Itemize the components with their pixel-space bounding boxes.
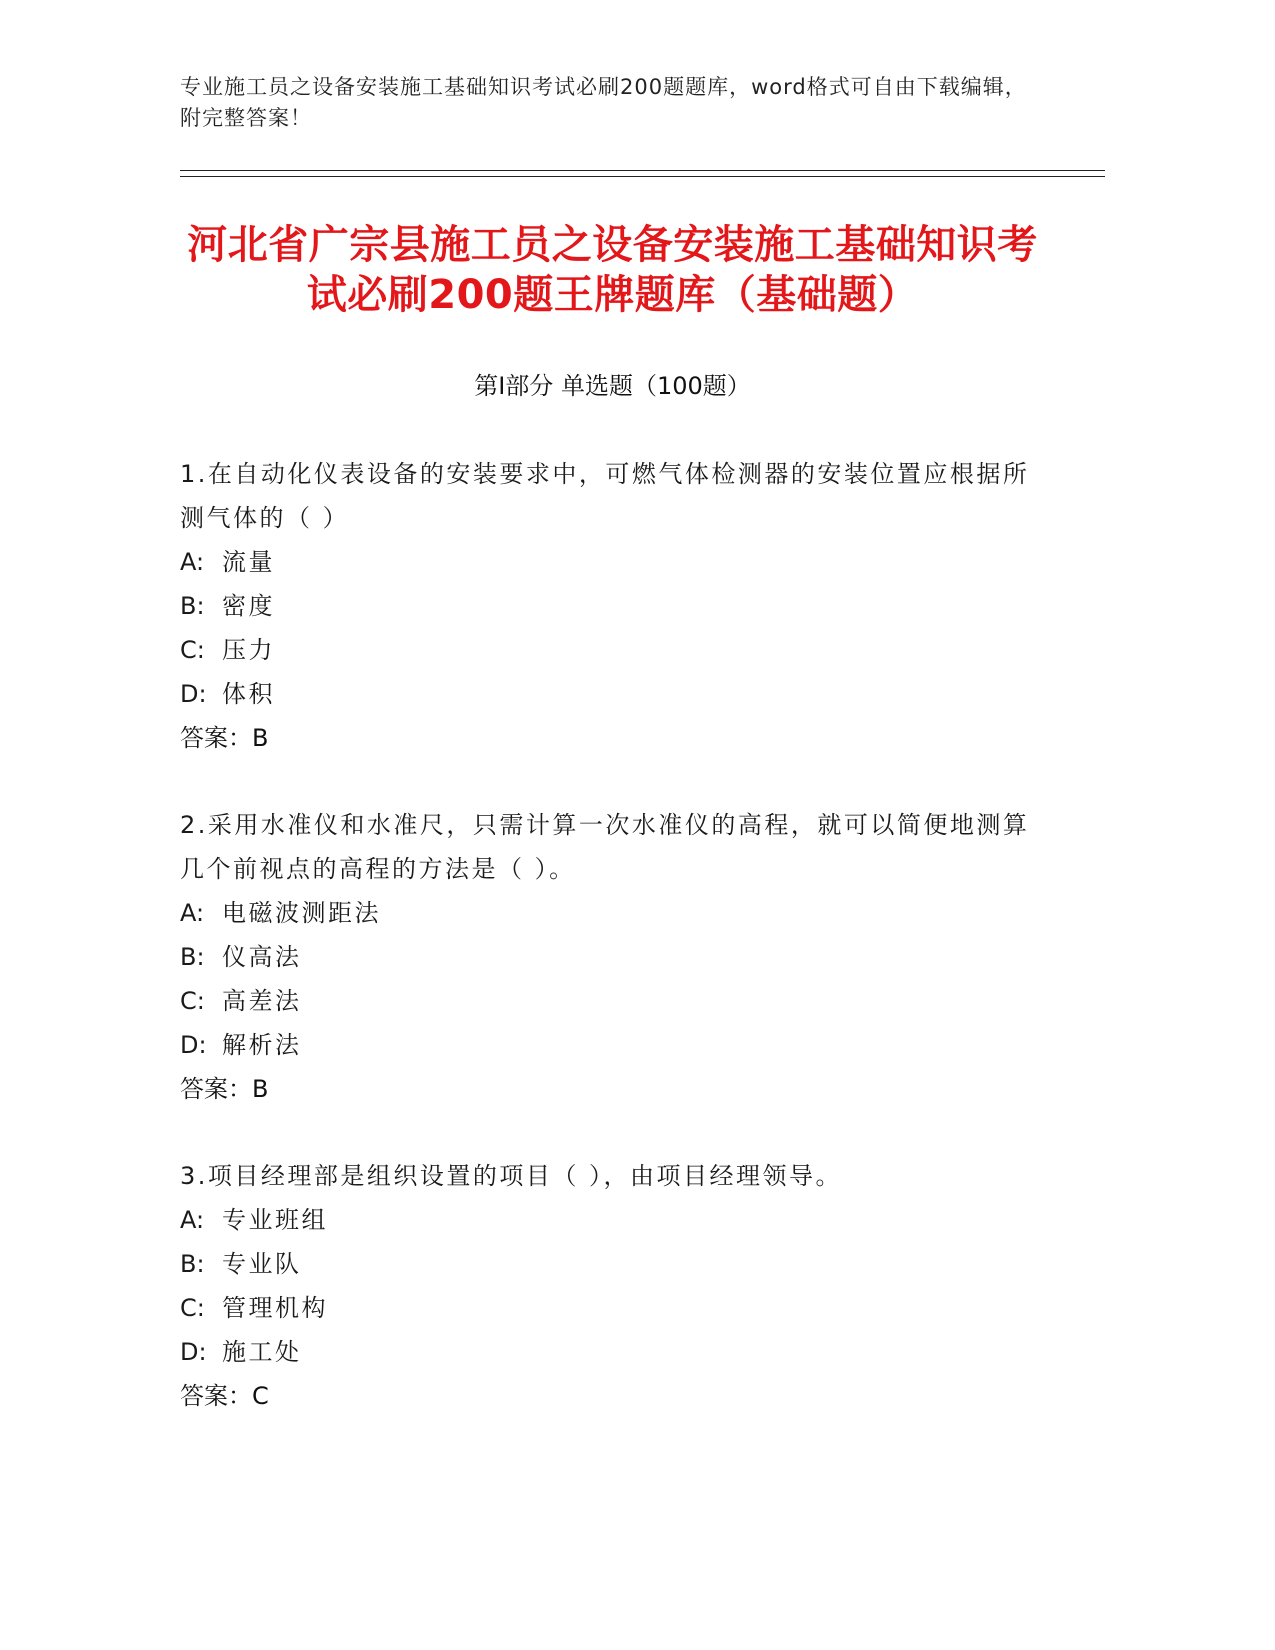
answer-line: 答案：B — [180, 724, 269, 752]
option-text: 管理机构 — [222, 1294, 328, 1322]
option-text: 解析法 — [222, 1031, 302, 1059]
option-text: 专业队 — [222, 1250, 302, 1278]
option-text: 高差法 — [222, 987, 302, 1015]
option-key: C: — [180, 1294, 205, 1322]
option-c — [180, 979, 1040, 1023]
question-3 — [180, 1154, 1040, 1418]
option-text: 电磁波测距法 — [222, 899, 381, 927]
option-b — [180, 1242, 1040, 1286]
option-b — [180, 584, 1040, 628]
option-d — [180, 1023, 1040, 1067]
answer-line: 答案：C — [180, 1382, 269, 1410]
option-text: 专业班组 — [222, 1206, 328, 1234]
option-text: 密度 — [222, 592, 275, 620]
option-text: 流量 — [222, 548, 275, 576]
option-text: 压力 — [222, 636, 275, 664]
option-text: 体积 — [222, 680, 275, 708]
option-key: A: — [180, 1206, 205, 1234]
question-list — [180, 452, 1040, 1461]
option-key: D: — [180, 680, 207, 708]
document-title: 河北省广宗县施工员之设备安装施工基础知识考试必刷200题王牌题库（基础题） — [187, 222, 1038, 318]
option-key: C: — [180, 636, 205, 664]
question-stem: 3.项目经理部是组织设置的项目（ ），由项目经理领导。 — [180, 1162, 843, 1190]
option-c — [180, 628, 1040, 672]
header-note: 专业施工员之设备安装施工基础知识考试必刷200题题库，word格式可自由下载编辑，附完整答案！ — [180, 75, 1027, 130]
option-d — [180, 672, 1040, 716]
option-key: D: — [180, 1338, 207, 1366]
question-1 — [180, 452, 1040, 760]
option-key: B: — [180, 592, 205, 620]
option-text: 施工处 — [222, 1338, 302, 1366]
section-title: 第I部分 单选题（100题） — [474, 372, 751, 400]
option-b — [180, 935, 1040, 979]
question-stem: 2.采用水准仪和水准尺，只需计算一次水准仪的高程，就可以简便地测算几个前视点的高程的方法是（ ）。 — [180, 811, 1030, 883]
option-a — [180, 891, 1040, 935]
question-2 — [180, 803, 1040, 1111]
option-text: 仪高法 — [222, 943, 302, 971]
option-key: A: — [180, 899, 205, 927]
question-stem: 1.在自动化仪表设备的安装要求中，可燃气体检测器的安装位置应根据所测气体的（ ） — [180, 460, 1030, 532]
option-key: A: — [180, 548, 205, 576]
option-c — [180, 1286, 1040, 1330]
option-a — [180, 540, 1040, 584]
header-divider-top — [180, 170, 1105, 171]
option-d — [180, 1330, 1040, 1374]
answer-line: 答案：B — [180, 1075, 269, 1103]
option-a — [180, 1198, 1040, 1242]
header-divider-bottom — [180, 176, 1105, 177]
option-key: D: — [180, 1031, 207, 1059]
option-key: C: — [180, 987, 205, 1015]
option-key: B: — [180, 1250, 205, 1278]
option-key: B: — [180, 943, 205, 971]
